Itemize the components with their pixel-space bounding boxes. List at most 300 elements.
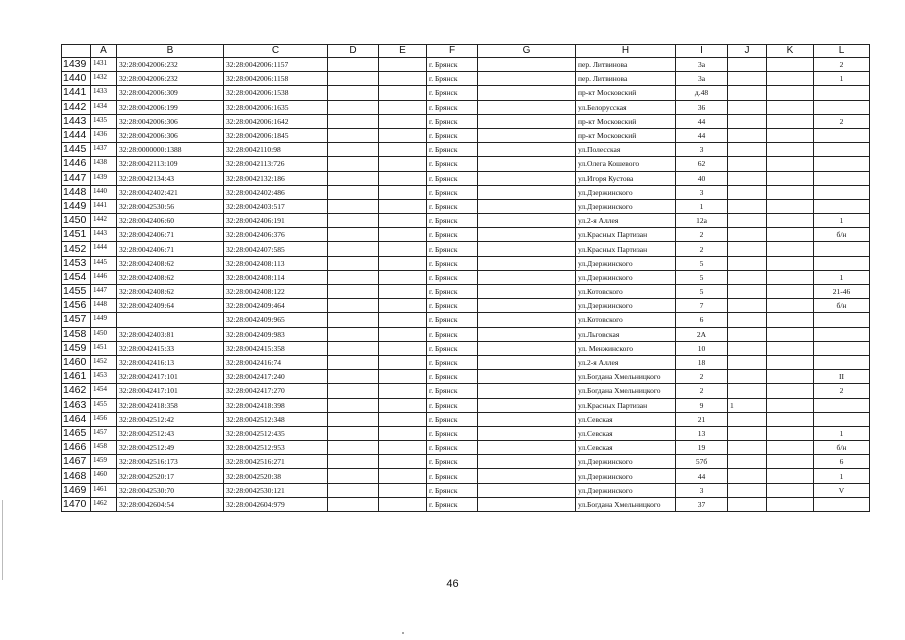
- cell-H[interactable]: ул.Красных Партизан: [576, 398, 676, 412]
- cell-H[interactable]: ул.Богдана Хмельницкого: [576, 384, 676, 398]
- cell-G[interactable]: [478, 441, 576, 455]
- row-number-cell[interactable]: 1458: [62, 327, 91, 341]
- cell-C[interactable]: 32:28:0042415:358: [224, 341, 328, 355]
- cell-D[interactable]: [328, 426, 379, 440]
- cell-E[interactable]: [379, 143, 427, 157]
- cell-F[interactable]: г. Брянск: [427, 270, 478, 284]
- cell-E[interactable]: [379, 157, 427, 171]
- cell-J[interactable]: [728, 214, 767, 228]
- cell-B[interactable]: 32:28:0042406:71: [117, 242, 224, 256]
- cell-A[interactable]: 1462: [91, 497, 117, 511]
- cell-G[interactable]: [478, 228, 576, 242]
- cell-C[interactable]: 32:28:0042406:376: [224, 228, 328, 242]
- cell-C[interactable]: 32:28:0042408:122: [224, 285, 328, 299]
- cell-I[interactable]: 3: [676, 185, 728, 199]
- cell-F[interactable]: г. Брянск: [427, 157, 478, 171]
- cell-C[interactable]: 32:28:0042006:1157: [224, 58, 328, 72]
- row-number-cell[interactable]: 1453: [62, 256, 91, 270]
- cell-I[interactable]: 36: [676, 100, 728, 114]
- cell-L[interactable]: [814, 185, 870, 199]
- cell-D[interactable]: [328, 398, 379, 412]
- cell-L[interactable]: [814, 100, 870, 114]
- cell-G[interactable]: [478, 100, 576, 114]
- cell-I[interactable]: 13: [676, 426, 728, 440]
- cell-J[interactable]: [728, 128, 767, 142]
- column-header-E[interactable]: E: [379, 45, 427, 58]
- cell-A[interactable]: 1450: [91, 327, 117, 341]
- cell-H[interactable]: ул.Котовского: [576, 285, 676, 299]
- cell-H[interactable]: ул.Дзержинского: [576, 256, 676, 270]
- cell-C[interactable]: 32:28:0042408:114: [224, 270, 328, 284]
- cell-K[interactable]: [767, 270, 814, 284]
- cell-D[interactable]: [328, 185, 379, 199]
- cell-A[interactable]: 1431: [91, 58, 117, 72]
- cell-G[interactable]: [478, 242, 576, 256]
- row-number-cell[interactable]: 1445: [62, 143, 91, 157]
- cell-E[interactable]: [379, 313, 427, 327]
- row-number-cell[interactable]: 1461: [62, 370, 91, 384]
- cell-J[interactable]: [728, 242, 767, 256]
- cell-B[interactable]: 32:28:0042418:358: [117, 398, 224, 412]
- cell-K[interactable]: [767, 86, 814, 100]
- cell-H[interactable]: ул.Олега Кошевого: [576, 157, 676, 171]
- row-number-cell[interactable]: 1446: [62, 157, 91, 171]
- row-number-cell[interactable]: 1465: [62, 426, 91, 440]
- cell-H[interactable]: пр-кт Московский: [576, 128, 676, 142]
- cell-A[interactable]: 1451: [91, 341, 117, 355]
- cell-H[interactable]: ул.Дзержинского: [576, 270, 676, 284]
- cell-E[interactable]: [379, 398, 427, 412]
- cell-G[interactable]: [478, 497, 576, 511]
- cell-A[interactable]: 1453: [91, 370, 117, 384]
- cell-L[interactable]: 21-46: [814, 285, 870, 299]
- cell-I[interactable]: 2: [676, 228, 728, 242]
- cell-C[interactable]: 32:28:0042113:726: [224, 157, 328, 171]
- cell-J[interactable]: [728, 185, 767, 199]
- column-header-G[interactable]: G: [478, 45, 576, 58]
- cell-B[interactable]: 32:28:0042530:56: [117, 199, 224, 213]
- cell-G[interactable]: [478, 483, 576, 497]
- cell-D[interactable]: [328, 483, 379, 497]
- cell-K[interactable]: [767, 214, 814, 228]
- cell-B[interactable]: 32:28:0042006:306: [117, 128, 224, 142]
- row-number-cell[interactable]: 1462: [62, 384, 91, 398]
- cell-C[interactable]: 32:28:0042403:517: [224, 199, 328, 213]
- cell-I[interactable]: 37: [676, 497, 728, 511]
- row-number-cell[interactable]: 1455: [62, 285, 91, 299]
- cell-G[interactable]: [478, 199, 576, 213]
- cell-D[interactable]: [328, 384, 379, 398]
- cell-A[interactable]: 1445: [91, 256, 117, 270]
- cell-B[interactable]: 32:28:0000000:1388: [117, 143, 224, 157]
- cell-K[interactable]: [767, 199, 814, 213]
- cell-K[interactable]: [767, 185, 814, 199]
- cell-K[interactable]: [767, 455, 814, 469]
- cell-K[interactable]: [767, 370, 814, 384]
- cell-A[interactable]: 1460: [91, 469, 117, 483]
- cell-C[interactable]: 32:28:0042132:186: [224, 171, 328, 185]
- row-number-cell[interactable]: 1460: [62, 355, 91, 369]
- cell-K[interactable]: [767, 171, 814, 185]
- cell-E[interactable]: [379, 426, 427, 440]
- cell-E[interactable]: [379, 171, 427, 185]
- cell-J[interactable]: [728, 441, 767, 455]
- cell-B[interactable]: 32:28:0042402:421: [117, 185, 224, 199]
- cell-H[interactable]: ул.Полесская: [576, 143, 676, 157]
- cell-C[interactable]: 32:28:0042512:435: [224, 426, 328, 440]
- cell-K[interactable]: [767, 341, 814, 355]
- cell-H[interactable]: ул.Дзержинского: [576, 185, 676, 199]
- cell-K[interactable]: [767, 72, 814, 86]
- cell-F[interactable]: г. Брянск: [427, 285, 478, 299]
- row-number-cell[interactable]: 1439: [62, 58, 91, 72]
- cell-L[interactable]: [814, 242, 870, 256]
- row-number-cell[interactable]: 1457: [62, 313, 91, 327]
- cell-L[interactable]: [814, 171, 870, 185]
- cell-B[interactable]: 32:28:0042406:60: [117, 214, 224, 228]
- cell-H[interactable]: ул.Севская: [576, 412, 676, 426]
- cell-A[interactable]: 1434: [91, 100, 117, 114]
- cell-D[interactable]: [328, 199, 379, 213]
- cell-D[interactable]: [328, 58, 379, 72]
- cell-E[interactable]: [379, 355, 427, 369]
- cell-B[interactable]: 32:28:0042006:232: [117, 72, 224, 86]
- cell-J[interactable]: [728, 327, 767, 341]
- cell-E[interactable]: [379, 469, 427, 483]
- cell-A[interactable]: 1457: [91, 426, 117, 440]
- cell-E[interactable]: [379, 270, 427, 284]
- cell-B[interactable]: 32:28:0042408:62: [117, 256, 224, 270]
- cell-E[interactable]: [379, 72, 427, 86]
- cell-E[interactable]: [379, 199, 427, 213]
- cell-A[interactable]: 1443: [91, 228, 117, 242]
- cell-A[interactable]: 1440: [91, 185, 117, 199]
- cell-L[interactable]: II: [814, 370, 870, 384]
- cell-K[interactable]: [767, 483, 814, 497]
- cell-G[interactable]: [478, 341, 576, 355]
- cell-J[interactable]: [728, 199, 767, 213]
- cell-D[interactable]: [328, 469, 379, 483]
- cell-C[interactable]: 32:28:0042418:398: [224, 398, 328, 412]
- cell-C[interactable]: 32:28:0042409:983: [224, 327, 328, 341]
- cell-B[interactable]: 32:28:0042006:199: [117, 100, 224, 114]
- cell-H[interactable]: ул.Дзержинского: [576, 299, 676, 313]
- cell-I[interactable]: 3: [676, 483, 728, 497]
- row-number-cell[interactable]: 1466: [62, 441, 91, 455]
- cell-L[interactable]: 2: [814, 58, 870, 72]
- cell-G[interactable]: [478, 384, 576, 398]
- cell-L[interactable]: 1: [814, 214, 870, 228]
- cell-F[interactable]: г. Брянск: [427, 327, 478, 341]
- cell-G[interactable]: [478, 455, 576, 469]
- cell-K[interactable]: [767, 242, 814, 256]
- cell-G[interactable]: [478, 143, 576, 157]
- cell-F[interactable]: г. Брянск: [427, 313, 478, 327]
- row-number-cell[interactable]: 1447: [62, 171, 91, 185]
- cell-H[interactable]: ул.Льговская: [576, 327, 676, 341]
- cell-C[interactable]: 32:28:0042402:486: [224, 185, 328, 199]
- cell-E[interactable]: [379, 497, 427, 511]
- cell-F[interactable]: г. Брянск: [427, 256, 478, 270]
- cell-A[interactable]: 1437: [91, 143, 117, 157]
- cell-H[interactable]: ул.Белорусская: [576, 100, 676, 114]
- cell-H[interactable]: пр-кт Московский: [576, 114, 676, 128]
- cell-E[interactable]: [379, 86, 427, 100]
- cell-C[interactable]: 32:28:0042409:464: [224, 299, 328, 313]
- cell-A[interactable]: 1438: [91, 157, 117, 171]
- cell-F[interactable]: г. Брянск: [427, 469, 478, 483]
- cell-A[interactable]: 1446: [91, 270, 117, 284]
- cell-I[interactable]: 57б: [676, 455, 728, 469]
- cell-G[interactable]: [478, 185, 576, 199]
- cell-G[interactable]: [478, 398, 576, 412]
- cell-D[interactable]: [328, 341, 379, 355]
- cell-H[interactable]: ул.Дзержинского: [576, 469, 676, 483]
- cell-E[interactable]: [379, 483, 427, 497]
- cell-E[interactable]: [379, 370, 427, 384]
- cell-L[interactable]: [814, 327, 870, 341]
- cell-D[interactable]: [328, 455, 379, 469]
- cell-B[interactable]: 32:28:0042406:71: [117, 228, 224, 242]
- cell-F[interactable]: г. Брянск: [427, 412, 478, 426]
- cell-B[interactable]: 32:28:0042516:173: [117, 455, 224, 469]
- cell-J[interactable]: [728, 455, 767, 469]
- cell-F[interactable]: г. Брянск: [427, 384, 478, 398]
- cell-A[interactable]: 1459: [91, 455, 117, 469]
- cell-J[interactable]: [728, 370, 767, 384]
- cell-F[interactable]: г. Брянск: [427, 370, 478, 384]
- cell-L[interactable]: б/н: [814, 299, 870, 313]
- cell-L[interactable]: [814, 256, 870, 270]
- cell-F[interactable]: г. Брянск: [427, 497, 478, 511]
- cell-I[interactable]: 40: [676, 171, 728, 185]
- cell-F[interactable]: г. Брянск: [427, 441, 478, 455]
- cell-K[interactable]: [767, 398, 814, 412]
- cell-K[interactable]: [767, 384, 814, 398]
- cell-H[interactable]: ул.Богдана Хмельницкого: [576, 497, 676, 511]
- cell-D[interactable]: [328, 256, 379, 270]
- cell-A[interactable]: 1435: [91, 114, 117, 128]
- row-number-cell[interactable]: 1451: [62, 228, 91, 242]
- cell-I[interactable]: 2: [676, 384, 728, 398]
- cell-B[interactable]: 32:28:0042416:13: [117, 355, 224, 369]
- cell-L[interactable]: 1: [814, 426, 870, 440]
- cell-G[interactable]: [478, 214, 576, 228]
- cell-F[interactable]: г. Брянск: [427, 483, 478, 497]
- cell-A[interactable]: 1433: [91, 86, 117, 100]
- cell-J[interactable]: [728, 341, 767, 355]
- cell-L[interactable]: [814, 412, 870, 426]
- cell-I[interactable]: 3а: [676, 72, 728, 86]
- cell-C[interactable]: 32:28:0042006:1538: [224, 86, 328, 100]
- cell-L[interactable]: [814, 143, 870, 157]
- cell-C[interactable]: 32:28:0042530:121: [224, 483, 328, 497]
- cell-D[interactable]: [328, 72, 379, 86]
- cell-H[interactable]: ул.Богдана Хмельницкого: [576, 370, 676, 384]
- cell-D[interactable]: [328, 128, 379, 142]
- cell-H[interactable]: ул.Игоря Кустова: [576, 171, 676, 185]
- cell-I[interactable]: 44: [676, 128, 728, 142]
- cell-K[interactable]: [767, 100, 814, 114]
- cell-G[interactable]: [478, 256, 576, 270]
- cell-L[interactable]: 1: [814, 72, 870, 86]
- cell-H[interactable]: ул.Дзержинского: [576, 483, 676, 497]
- cell-I[interactable]: 18: [676, 355, 728, 369]
- cell-J[interactable]: [728, 497, 767, 511]
- cell-D[interactable]: [328, 412, 379, 426]
- cell-L[interactable]: 6: [814, 455, 870, 469]
- cell-E[interactable]: [379, 412, 427, 426]
- cell-A[interactable]: 1455: [91, 398, 117, 412]
- cell-H[interactable]: ул.Красных Партизан: [576, 242, 676, 256]
- cell-B[interactable]: 32:28:0042409:64: [117, 299, 224, 313]
- cell-G[interactable]: [478, 72, 576, 86]
- column-header-C[interactable]: C: [224, 45, 328, 58]
- column-header-L[interactable]: L: [814, 45, 870, 58]
- cell-H[interactable]: пр-кт Московский: [576, 86, 676, 100]
- cell-A[interactable]: 1444: [91, 242, 117, 256]
- column-header-H[interactable]: H: [576, 45, 676, 58]
- cell-H[interactable]: ул.Дзержинского: [576, 455, 676, 469]
- cell-H[interactable]: ул.Котовского: [576, 313, 676, 327]
- cell-K[interactable]: [767, 412, 814, 426]
- cell-K[interactable]: [767, 114, 814, 128]
- cell-J[interactable]: [728, 72, 767, 86]
- cell-C[interactable]: 32:28:0042409:965: [224, 313, 328, 327]
- cell-B[interactable]: 32:28:0042415:33: [117, 341, 224, 355]
- cell-H[interactable]: ул.2-я Аллея: [576, 355, 676, 369]
- column-header-I[interactable]: I: [676, 45, 728, 58]
- cell-F[interactable]: г. Брянск: [427, 455, 478, 469]
- cell-K[interactable]: [767, 58, 814, 72]
- cell-E[interactable]: [379, 242, 427, 256]
- cell-L[interactable]: б/н: [814, 228, 870, 242]
- cell-E[interactable]: [379, 455, 427, 469]
- cell-J[interactable]: [728, 426, 767, 440]
- cell-L[interactable]: [814, 157, 870, 171]
- cell-F[interactable]: г. Брянск: [427, 86, 478, 100]
- row-number-cell[interactable]: 1464: [62, 412, 91, 426]
- cell-L[interactable]: 2: [814, 384, 870, 398]
- cell-J[interactable]: [728, 384, 767, 398]
- cell-A[interactable]: 1449: [91, 313, 117, 327]
- cell-F[interactable]: г. Брянск: [427, 199, 478, 213]
- cell-G[interactable]: [478, 270, 576, 284]
- cell-B[interactable]: 32:28:0042417:101: [117, 370, 224, 384]
- cell-F[interactable]: г. Брянск: [427, 299, 478, 313]
- cell-A[interactable]: 1452: [91, 355, 117, 369]
- cell-L[interactable]: 1: [814, 270, 870, 284]
- cell-J[interactable]: [728, 100, 767, 114]
- row-number-cell[interactable]: 1467: [62, 455, 91, 469]
- cell-C[interactable]: 32:28:0042416:74: [224, 355, 328, 369]
- cell-I[interactable]: 2А: [676, 327, 728, 341]
- cell-G[interactable]: [478, 128, 576, 142]
- cell-G[interactable]: [478, 355, 576, 369]
- cell-K[interactable]: [767, 285, 814, 299]
- cell-C[interactable]: 32:28:0042407:585: [224, 242, 328, 256]
- cell-E[interactable]: [379, 327, 427, 341]
- cell-J[interactable]: [728, 483, 767, 497]
- cell-E[interactable]: [379, 228, 427, 242]
- cell-G[interactable]: [478, 299, 576, 313]
- cell-C[interactable]: 32:28:0042006:1642: [224, 114, 328, 128]
- cell-D[interactable]: [328, 114, 379, 128]
- cell-E[interactable]: [379, 341, 427, 355]
- cell-I[interactable]: 5: [676, 270, 728, 284]
- cell-B[interactable]: 32:28:0042006:306: [117, 114, 224, 128]
- cell-E[interactable]: [379, 214, 427, 228]
- cell-A[interactable]: 1441: [91, 199, 117, 213]
- cell-K[interactable]: [767, 299, 814, 313]
- column-header-D[interactable]: D: [328, 45, 379, 58]
- cell-J[interactable]: [728, 114, 767, 128]
- cell-C[interactable]: 32:28:0042516:271: [224, 455, 328, 469]
- cell-F[interactable]: г. Брянск: [427, 228, 478, 242]
- cell-D[interactable]: [328, 355, 379, 369]
- cell-E[interactable]: [379, 384, 427, 398]
- cell-E[interactable]: [379, 185, 427, 199]
- cell-F[interactable]: г. Брянск: [427, 426, 478, 440]
- cell-B[interactable]: 32:28:0042134:43: [117, 171, 224, 185]
- cell-F[interactable]: г. Брянск: [427, 355, 478, 369]
- cell-K[interactable]: [767, 327, 814, 341]
- cell-D[interactable]: [328, 214, 379, 228]
- cell-I[interactable]: 62: [676, 157, 728, 171]
- cell-D[interactable]: [328, 171, 379, 185]
- cell-A[interactable]: 1461: [91, 483, 117, 497]
- cell-B[interactable]: 32:28:0042006:309: [117, 86, 224, 100]
- cell-F[interactable]: г. Брянск: [427, 114, 478, 128]
- cell-A[interactable]: 1442: [91, 214, 117, 228]
- cell-G[interactable]: [478, 114, 576, 128]
- cell-J[interactable]: [728, 355, 767, 369]
- cell-J[interactable]: [728, 256, 767, 270]
- cell-E[interactable]: [379, 128, 427, 142]
- cell-E[interactable]: [379, 285, 427, 299]
- cell-K[interactable]: [767, 143, 814, 157]
- cell-I[interactable]: 9: [676, 398, 728, 412]
- cell-J[interactable]: [728, 171, 767, 185]
- cell-J[interactable]: [728, 157, 767, 171]
- cell-D[interactable]: [328, 285, 379, 299]
- cell-I[interactable]: д.48: [676, 86, 728, 100]
- cell-F[interactable]: г. Брянск: [427, 341, 478, 355]
- cell-D[interactable]: [328, 327, 379, 341]
- cell-A[interactable]: 1447: [91, 285, 117, 299]
- cell-L[interactable]: 1: [814, 469, 870, 483]
- cell-I[interactable]: 7: [676, 299, 728, 313]
- cell-D[interactable]: [328, 86, 379, 100]
- cell-A[interactable]: 1436: [91, 128, 117, 142]
- cell-C[interactable]: 32:28:0042604:979: [224, 497, 328, 511]
- cell-F[interactable]: г. Брянск: [427, 242, 478, 256]
- cell-E[interactable]: [379, 441, 427, 455]
- cell-K[interactable]: [767, 228, 814, 242]
- cell-B[interactable]: 32:28:0042512:42: [117, 412, 224, 426]
- cell-I[interactable]: 3а: [676, 58, 728, 72]
- cell-H[interactable]: ул. Менжинского: [576, 341, 676, 355]
- cell-J[interactable]: [728, 228, 767, 242]
- cell-C[interactable]: 32:28:0042512:953: [224, 441, 328, 455]
- cell-E[interactable]: [379, 256, 427, 270]
- row-number-cell[interactable]: 1456: [62, 299, 91, 313]
- cell-L[interactable]: [814, 398, 870, 412]
- cell-J[interactable]: [728, 412, 767, 426]
- cell-B[interactable]: 32:28:0042417:101: [117, 384, 224, 398]
- cell-A[interactable]: 1432: [91, 72, 117, 86]
- cell-B[interactable]: 32:28:0042512:49: [117, 441, 224, 455]
